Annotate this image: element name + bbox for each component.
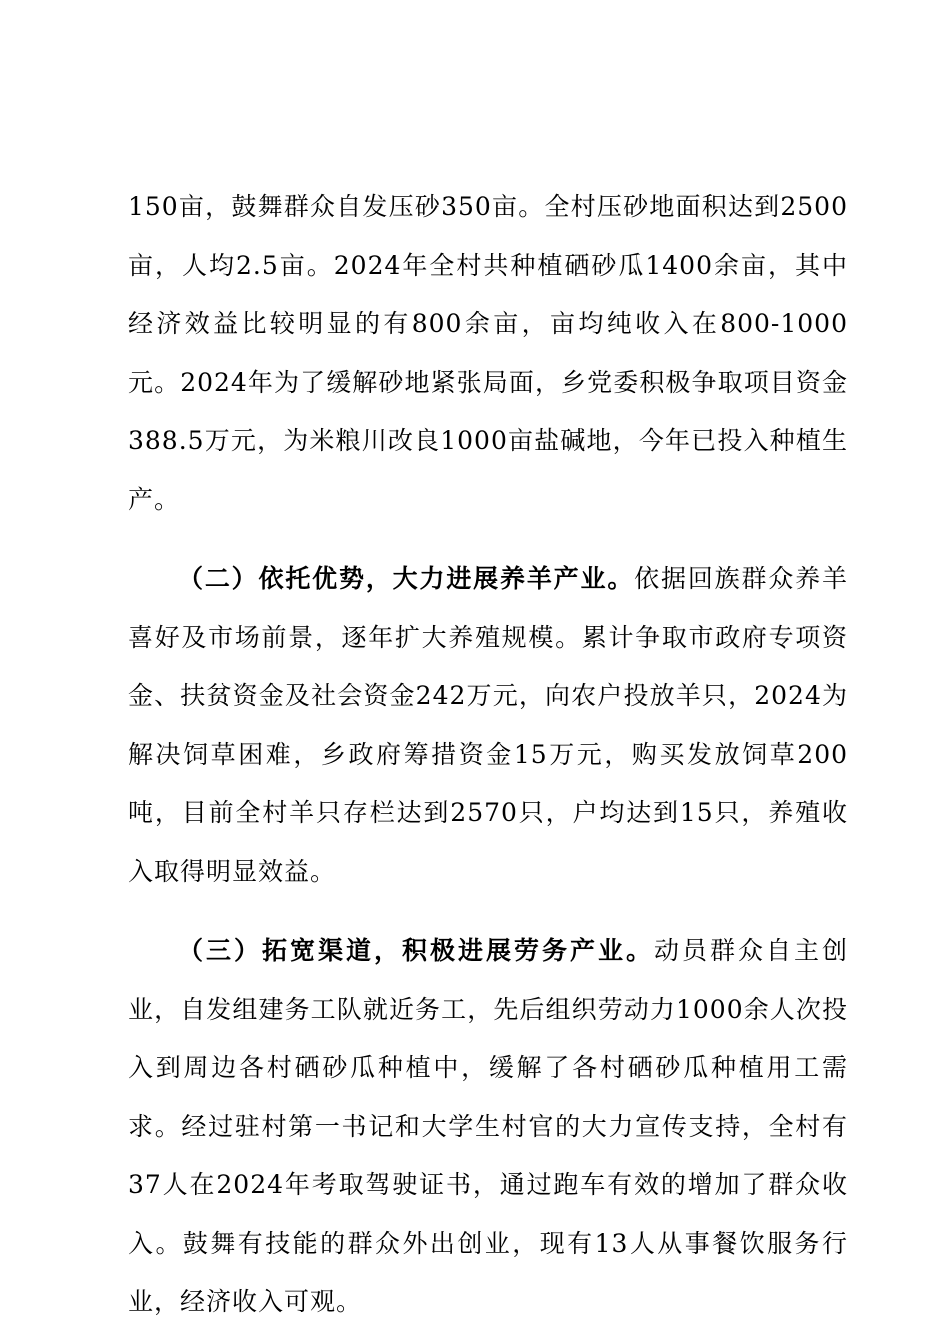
section-heading-labor: （三）拓宽渠道，积极进展劳务产业。 [178,936,654,965]
section-heading-sheep: （二）依托优势，大力进展养羊产业。 [178,564,635,593]
document-body [128,178,848,1332]
paragraph-sheep-industry [128,550,848,901]
paragraph-sand-farming [128,178,848,529]
paragraph-labor-industry-text: 动员群众自主创业，自发组建务工队就近务工，先后组织劳动力1000余人次投入到周边各村硒砂瓜种植中，缓解了各村硒砂瓜种植用工需求。经过驻村第一书记和大学生村官的大力宣传支持，全村有37人在2024年考取驾驶证书，通过跑车有效的增加了群众收入。鼓舞有技能的群众外出创业，现有13人从事餐饮服务行业，经济收入可观。 [128,936,848,1316]
paragraph-labor-industry [128,922,848,1332]
paragraph-sand-farming-text: 150亩，鼓舞群众自发压砂350亩。全村压砂地面积达到2500亩，人均2.5亩。2024年全村共种植硒砂瓜1400余亩，其中经济效益比较明显的有800余亩，亩均纯收入在800-1000元。2024年为了缓解砂地紧张局面，乡党委积极争取项目资金388.5万元，为米粮川改良1000亩盐碱地，今年已投入种植生产。 [128,192,848,514]
paragraph-sheep-industry-text: 依据回族群众养羊喜好及市场前景，逐年扩大养殖规模。累计争取市政府专项资金、扶贫资金及社会资金242万元，向农户投放羊只，2024为解决饲草困难，乡政府筹措资金15万元，购买发放饲草200吨，目前全村羊只存栏达到2570只，户均达到15只，养殖收入取得明显效益。 [128,564,848,886]
